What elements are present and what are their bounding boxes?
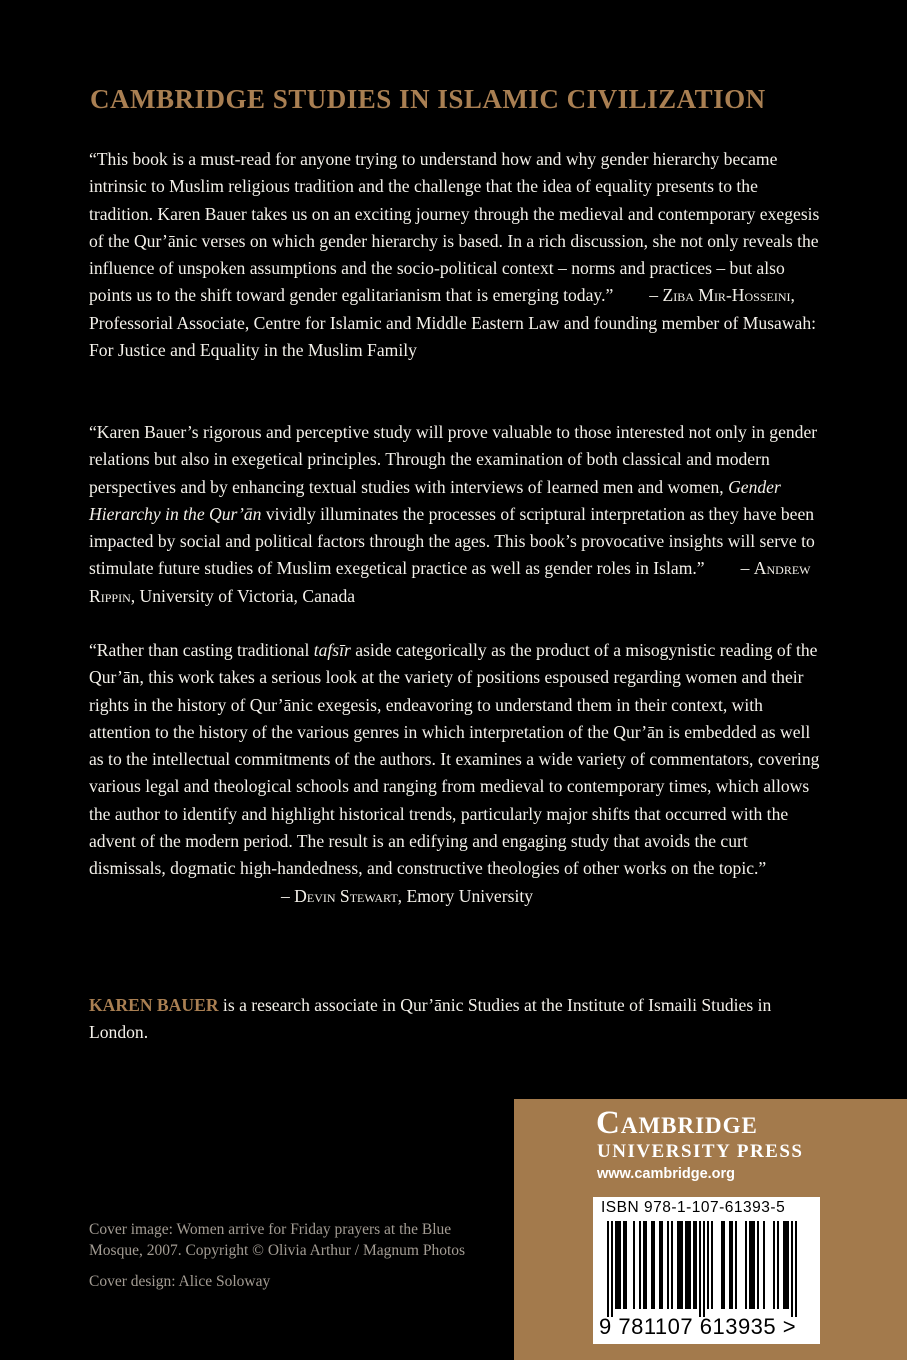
barcode-bar (633, 1221, 635, 1309)
endorsement-1 (89, 146, 825, 364)
author-bio (89, 992, 809, 1047)
barcode-bar (731, 1221, 733, 1309)
barcode-bar (615, 1221, 617, 1309)
barcode-bar (729, 1221, 731, 1309)
barcode-bar (617, 1221, 619, 1309)
cover-credits (89, 1220, 489, 1293)
endorsement-author: Ziba Mir-Hosseini (662, 285, 791, 306)
barcode-bar (773, 1221, 775, 1309)
barcode-bar (643, 1221, 645, 1309)
barcode-bar (667, 1221, 669, 1309)
barcode-bar (639, 1221, 641, 1309)
endorsement-author: Andrew Rippin (89, 558, 811, 606)
barcode-bar (787, 1221, 789, 1309)
term-tafsir: tafsīr (313, 640, 351, 660)
barcode-bar (653, 1221, 655, 1309)
barcode-icon (599, 1221, 805, 1317)
barcode-bar (659, 1221, 661, 1309)
barcode-bar (693, 1221, 695, 1309)
barcode-bar (607, 1221, 609, 1317)
series-title: CAMBRIDGE STUDIES IN ISLAMIC CIVILIZATION (90, 84, 766, 114)
barcode-bar (723, 1221, 725, 1309)
barcode-bar (699, 1221, 701, 1317)
barcode-bar (679, 1221, 681, 1309)
barcode-bar (687, 1221, 689, 1309)
endorsement-affiliation: , Professorial Associate, Centre for Islamic and Middle Eastern Law and founding member of Musawah: For Justice and Equality in the Muslim Family (89, 285, 817, 361)
barcode-bar (735, 1221, 737, 1309)
author-name: KAREN BAUER (89, 995, 219, 1015)
endorsement-dash: – (649, 285, 663, 306)
barcode-bar (685, 1221, 687, 1309)
publisher-name: Cambridge (596, 1105, 758, 1141)
barcode-bar (745, 1221, 747, 1309)
endorsement-author: Devin Stewart (294, 885, 398, 906)
barcode-bar (707, 1221, 709, 1309)
barcode-bar (645, 1221, 647, 1309)
barcode-bar (695, 1221, 697, 1309)
barcode-bar (777, 1221, 779, 1309)
barcode-bar (661, 1221, 663, 1309)
barcode-bar (751, 1221, 753, 1309)
endorsement-dash: – (740, 558, 754, 579)
endorsement-text: “Rather than casting traditional (89, 640, 314, 660)
barcode-bar (795, 1221, 797, 1317)
barcode-bar (791, 1221, 793, 1317)
barcode-bar (651, 1221, 653, 1309)
endorsement-affiliation: , Emory University (397, 885, 534, 906)
endorsement-attribution (89, 883, 825, 910)
barcode-bar (721, 1221, 723, 1309)
barcode-bar (749, 1221, 751, 1309)
endorsement-text-cont: aside categorically as the product of a misogynistic reading of the Qur’ān, this work takes a serious look at the variety of positions espoused regarding women and their rights in the history of Qur’ānic exegesis, endeavoring to understand them in their context, with attention to the history of the various genres in which interpretation of the Qur’ān is embedded as well as to the intellectual commitments of the authors. It examines a wide variety of commentators, covering various legal and theological schools and ranging from medieval to contemporary times, which allows the author to identify and highlight historical trends, particularly major shifts that occurred with the advent of the modern period. The result is an edifying and engaging study that avoids the curt dismissals, dogmatic high-handedness, and constructive theologies of other works on the topic.” (89, 640, 820, 879)
endorsement-3 (89, 637, 825, 910)
barcode-panel (593, 1197, 820, 1344)
endorsement-text: “This book is a must-read for anyone trying to understand how and why gender hierarchy became intrinsic to Muslim religious tradition and the challenge that the idea of equality presents to the tradition. Karen Bauer takes us on an exciting journey through the medieval and contemporary exegesis of the Qur’ānic verses on which gender hierarchy is based. In a rich discussion, she not only reveals the influence of unspoken assumptions and the socio-political context – norms and practices – but also points us to the shift toward gender egalitarianism that is emerging today.” (89, 149, 820, 306)
barcode-bar (625, 1221, 627, 1309)
author-bio-text: is a research associate in Qur’ānic Studies at the Institute of Ismaili Studies in London. (89, 995, 772, 1043)
endorsement-dash: – (280, 885, 295, 906)
barcode-bar (753, 1221, 755, 1309)
publisher-url: www.cambridge.org (597, 1166, 736, 1182)
barcode-bar (689, 1221, 691, 1309)
endorsement-text: “Karen Bauer’s rigorous and perceptive study will prove valuable to those interested not only in gender relations but also in exegetical principles. Through the examination of both classical and modern perspectives and by enhancing textual studies with interviews of learned men and women, (89, 422, 818, 497)
barcode-digits: 9 781107 613935 > (599, 1314, 797, 1339)
book-title: Gender Hierarchy in the Qur’ān (89, 476, 781, 524)
isbn-label: ISBN 978-1-107-61393-5 (601, 1199, 786, 1216)
barcode-bar (703, 1221, 705, 1317)
barcode-bar (671, 1221, 673, 1309)
barcode-bar (711, 1221, 713, 1309)
barcode-bar (623, 1221, 625, 1309)
barcode-bar (611, 1221, 613, 1317)
publisher-subtitle: UNIVERSITY PRESS (597, 1141, 804, 1162)
cover-design-credit: Cover design: Alice Soloway (89, 1273, 271, 1290)
barcode-bar (677, 1221, 679, 1309)
barcode-bar (681, 1221, 683, 1309)
barcode-bar (757, 1221, 759, 1309)
endorsement-text-cont: vividly illuminates the processes of scriptural interpretation as they have been impacted by social and political factors through the ages. This book’s provocative insights will serve to stimulate future studies of Muslim exegetical practice as well as gender roles in Islam.” (89, 503, 815, 579)
barcode-bar (763, 1221, 765, 1309)
barcode-bar (785, 1221, 787, 1309)
endorsement-affiliation: , University of Victoria, Canada (130, 585, 356, 606)
barcode-bar (783, 1221, 785, 1309)
publisher-box (514, 1099, 907, 1360)
cover-image-credit: Cover image: Women arrive for Friday prayers at the Blue Mosque, 2007. Copyright © Olivia Arthur / Magnum Photos (89, 1221, 466, 1259)
endorsement-2 (89, 419, 825, 610)
barcode-bar (619, 1221, 621, 1309)
